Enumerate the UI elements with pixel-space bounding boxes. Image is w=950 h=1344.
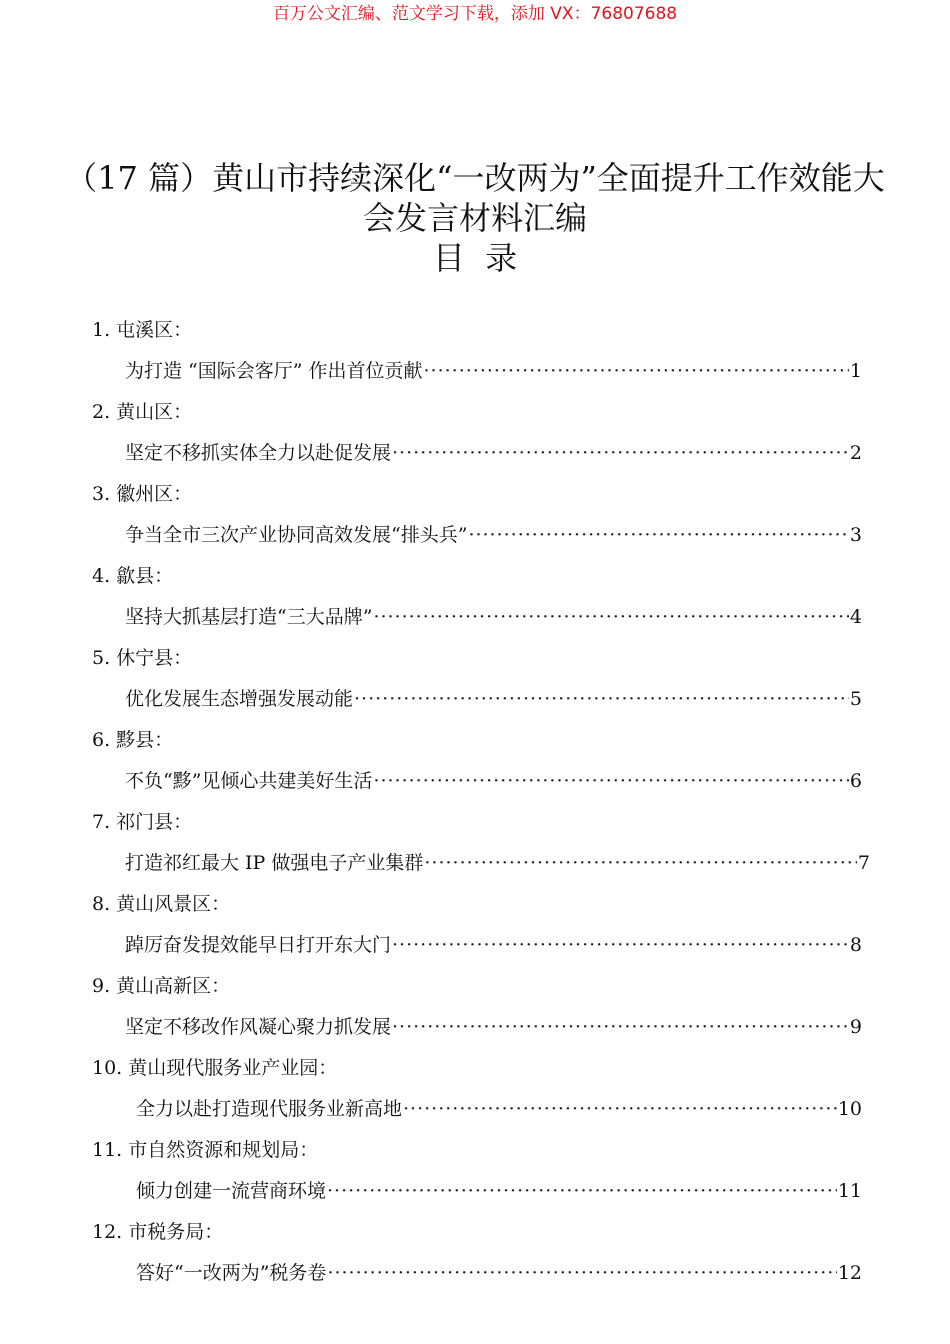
toc-article-title: 踔厉奋发提效能早日打开东大门 — [125, 934, 392, 956]
toc-article-title: 优化发展生态增强发展动能 — [125, 688, 354, 710]
toc-org: 10. 黄山现代服务业产业园： — [92, 1057, 338, 1079]
toc-page-number: 1 — [849, 360, 862, 382]
toc-heading: 目 录 — [432, 239, 518, 277]
toc-entry — [92, 312, 862, 394]
dot-leader — [424, 845, 857, 881]
toc-entry — [92, 1050, 862, 1132]
toc-article-title: 不负“黟”见倾心共建美好生活 — [125, 770, 373, 792]
dot-leader — [392, 1009, 849, 1045]
toc-article-link[interactable] — [92, 927, 862, 968]
toc-article-title: 全力以赴打造现代服务业新高地 — [136, 1098, 403, 1120]
toc-org: 7. 祁门县： — [92, 811, 193, 833]
toc-article-title: 为打造 “国际会客厅” 作出首位贡献 — [125, 360, 423, 382]
dot-leader — [354, 681, 849, 717]
toc-article-link[interactable] — [92, 763, 862, 804]
watermark-banner: 百万公文汇编、范文学习下载，添加 VX：76807688 — [272, 4, 678, 24]
toc-article-link[interactable] — [92, 845, 870, 886]
dot-leader — [373, 763, 848, 799]
toc-org: 3. 徽州区： — [92, 483, 193, 505]
toc-page-number: 6 — [849, 770, 862, 792]
dot-leader — [403, 1091, 837, 1127]
toc-page-number: 9 — [849, 1016, 862, 1038]
toc-entry — [92, 722, 862, 804]
toc-page-number: 12 — [837, 1262, 862, 1284]
toc-page-number: 8 — [849, 934, 862, 956]
toc-org: 5. 休宁县： — [92, 647, 193, 669]
toc-page-number: 3 — [849, 524, 862, 546]
toc-page-number: 7 — [857, 852, 870, 874]
toc-entry — [92, 886, 862, 968]
toc-article-link[interactable] — [92, 599, 862, 640]
dot-leader — [424, 353, 849, 389]
toc-entry — [92, 804, 870, 886]
toc-entry — [92, 394, 862, 476]
toc-org: 11. 市自然资源和规划局： — [92, 1139, 319, 1161]
dot-leader — [327, 1255, 836, 1291]
title-line-2: 会发言材料汇编 — [362, 199, 587, 237]
toc-page-number: 11 — [837, 1180, 862, 1202]
toc-article-title: 坚定不移抓实体全力以赴促发展 — [125, 442, 392, 464]
toc-article-link[interactable] — [92, 1255, 862, 1296]
toc-org: 4. 歙县： — [92, 565, 174, 587]
toc-article-link[interactable] — [92, 1009, 862, 1050]
toc-article-title: 打造祁红最大 IP 做强电子产业集群 — [125, 852, 424, 874]
toc-entry — [92, 476, 862, 558]
toc-article-link[interactable] — [92, 1091, 862, 1132]
dot-leader — [327, 1173, 837, 1209]
table-of-contents — [92, 312, 870, 1296]
toc-article-title: 倾力创建一流营商环境 — [136, 1180, 327, 1202]
toc-entry — [92, 640, 862, 722]
toc-article-link[interactable] — [92, 435, 862, 476]
toc-article-title: 争当全市三次产业协同高效发展“排头兵” — [125, 524, 468, 546]
toc-entry — [92, 1132, 862, 1214]
toc-org: 12. 市税务局： — [92, 1221, 224, 1243]
toc-entry — [92, 558, 862, 640]
title-line-1: （17 篇）黄山市持续深化“一改两为”全面提升工作效能大 — [65, 159, 885, 197]
toc-article-link[interactable] — [92, 681, 862, 722]
dot-leader — [392, 927, 849, 963]
toc-entry — [92, 1214, 862, 1296]
toc-article-link[interactable] — [92, 1173, 862, 1214]
document-title — [0, 158, 950, 278]
toc-org: 2. 黄山区： — [92, 401, 193, 423]
toc-page-number: 4 — [849, 606, 862, 628]
dot-leader — [392, 435, 849, 471]
toc-entry — [92, 968, 862, 1050]
toc-org: 6. 黟县： — [92, 729, 174, 751]
toc-org: 9. 黄山高新区： — [92, 975, 231, 997]
toc-article-title: 答好“一改两为”税务卷 — [136, 1262, 327, 1284]
toc-article-title: 坚持大抓基层打造“三大品牌” — [125, 606, 373, 628]
dot-leader — [468, 517, 848, 553]
toc-article-link[interactable] — [92, 353, 862, 394]
toc-article-link[interactable] — [92, 517, 862, 558]
toc-page-number: 2 — [849, 442, 862, 464]
toc-org: 1. 屯溪区： — [92, 319, 193, 341]
dot-leader — [373, 599, 848, 635]
toc-article-title: 坚定不移改作风凝心聚力抓发展 — [125, 1016, 392, 1038]
toc-page-number: 10 — [837, 1098, 862, 1120]
toc-org: 8. 黄山风景区： — [92, 893, 231, 915]
toc-page-number: 5 — [849, 688, 862, 710]
